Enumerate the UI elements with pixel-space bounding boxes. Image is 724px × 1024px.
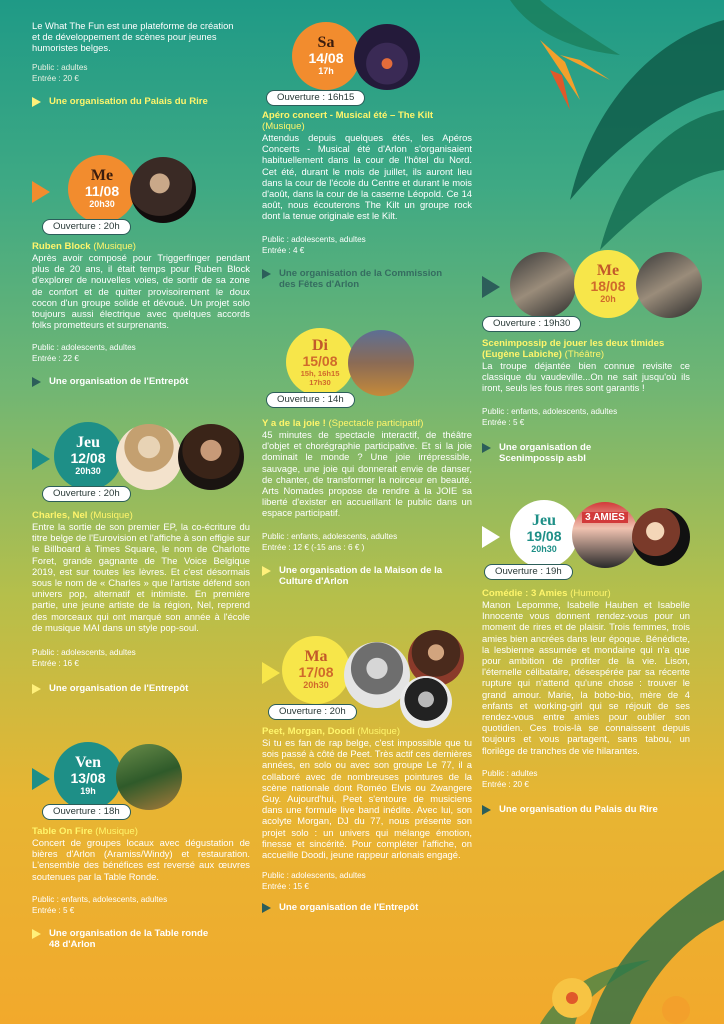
event-description: Attendus depuis quelques étés, les Apéros Concerts - Musical été d'Arlon s'organisaient habituellement dans la cour de l'hôtel du Nord. Cet été, durant le mois de juillet, ils auront lieu dans la cour de l'école du Centre et durant le mois d'août, dans la cour de la caserne Léopold. Ce 14 août, nous écouterons The Kilt un groupe rock dont la tenue originale est le Kilt. xyxy=(262,132,472,222)
event-time: 15h, 16h15 17h30 xyxy=(300,368,340,387)
event-organisation xyxy=(262,565,452,587)
event-title xyxy=(32,826,250,837)
event-time: 20h30 xyxy=(531,544,557,554)
event-organisation xyxy=(32,928,212,950)
event-organisation-label: Une organisation de l'Entrepôt xyxy=(49,683,189,695)
arrow-icon xyxy=(482,805,491,815)
event-time: 20h30 xyxy=(303,680,329,690)
event-public: Public : adolescents, adultes xyxy=(262,871,366,881)
artist-photo xyxy=(510,252,576,318)
event-date-badge xyxy=(262,632,472,717)
event-day: Sa xyxy=(317,34,335,51)
event-y-a-de-la-joie xyxy=(262,328,472,587)
event-title xyxy=(32,510,250,521)
event-date: 18/08 xyxy=(590,278,626,294)
event-description: Entre la sortie de son premier EP, la co-écriture du titre belge de l'Eurovision et l'affiche à son effigie sur le Billboard à Times Square, le nom de Charlotte Foret, grande gagnante de The Voice Belgique 2019, est sur toutes les lèvres. Et c'est désormais sous le nom de « Charles » que l'artiste défend son univers pop, alternatif et intimiste. En première partie, une jeune artiste de la région, Nel, reprend des morceaux qui ont marqué son année à l'école de musique MAI dans un style pop-soul. xyxy=(32,521,250,633)
arrow-icon xyxy=(262,269,271,279)
date-circle xyxy=(68,155,136,223)
artist-photo xyxy=(178,424,244,490)
badge-arrow-icon xyxy=(482,276,500,298)
arrow-icon xyxy=(262,566,271,576)
opening-time: Ouverture : 19h30 xyxy=(482,316,581,332)
arrow-icon xyxy=(262,903,271,913)
opening-time: Ouverture : 16h15 xyxy=(266,90,365,106)
intro-organisation-label: Une organisation du Palais du Rire xyxy=(49,95,208,107)
event-genre: (Musique) xyxy=(95,826,138,837)
arrow-icon xyxy=(32,377,41,387)
event-entree: Entrée : 4 € xyxy=(262,245,305,255)
event-title xyxy=(482,588,690,599)
event-3-amies xyxy=(482,500,690,815)
event-entree: Entrée : 20 € xyxy=(482,779,529,789)
arrow-icon xyxy=(32,97,41,107)
event-title xyxy=(262,418,472,429)
artist-photo xyxy=(636,252,702,318)
event-date: 19/08 xyxy=(526,528,562,544)
arrow-icon xyxy=(482,443,491,453)
event-genre: (Musique) xyxy=(93,241,136,252)
date-circle xyxy=(54,422,122,490)
intro-block xyxy=(32,20,242,107)
event-organisation-label: Une organisation de Scenimpossip asbl xyxy=(499,441,592,464)
event-genre: (Spectacle participatif) xyxy=(328,418,424,429)
event-date-badge xyxy=(262,328,472,405)
event-day: Ven xyxy=(74,754,102,771)
event-time: 20h30 xyxy=(75,466,101,476)
badge-arrow-icon xyxy=(32,181,50,203)
opening-time: Ouverture : 20h xyxy=(268,704,357,720)
opening-time: Ouverture : 20h xyxy=(42,219,131,235)
event-organisation-label: Une organisation de l'Entrepôt xyxy=(49,376,189,388)
event-entree: Entrée : 12 € (-15 ans : 6 € ) xyxy=(262,542,365,552)
event-title-text: Ruben Block xyxy=(32,241,91,252)
event-description: Si tu es fan de rap belge, c'est impossible que tu sois passé à côté de Peet. Très actif ces dernières années, en solo ou avec son groupe Le 77, il a collaboré avec de nombreuses pointures de la scène nationale dont Roméo Elvis ou Zwangere Guy. Aujourd'hui, Peet s'entoure de musiciens dans une formule live band inédite. Avec lui, son acolyte Morgan, DJ du 77, nous présente son projet solo : un univers qui mélange émotion, finesse et sincérité. Pour compléter l'affiche, on accueille Doodi, jeune rappeur arlonais engagé. xyxy=(262,737,472,861)
date-circle xyxy=(510,500,578,568)
intro-entree: Entrée : 20 € xyxy=(32,73,79,83)
event-date-badge xyxy=(32,155,250,232)
intro-public: Public : adultes xyxy=(32,62,88,72)
event-date-badge xyxy=(262,22,472,103)
event-title-text: Y a de la joie ! xyxy=(262,418,326,429)
poster-title: 3 AMIES xyxy=(582,512,628,523)
event-title-text: Charles, Nel xyxy=(32,510,88,521)
arrow-icon xyxy=(32,929,41,939)
event-organisation-label: Une organisation de la Commission des Fêtes d'Arlon xyxy=(279,267,443,290)
opening-time: Ouverture : 18h xyxy=(42,804,131,820)
event-date: 17/08 xyxy=(298,664,334,680)
event-organisation xyxy=(32,683,250,694)
event-day: Jeu xyxy=(76,434,100,451)
event-public: Public : enfants, adolescents, adultes xyxy=(262,531,398,541)
event-day: Me xyxy=(90,167,114,184)
opening-time: Ouverture : 20h xyxy=(42,486,131,502)
badge-arrow-icon xyxy=(32,448,50,470)
event-organisation xyxy=(482,804,690,815)
event-day: Me xyxy=(596,262,620,279)
artist-photo xyxy=(116,744,182,810)
date-circle xyxy=(574,250,642,318)
show-poster xyxy=(572,502,638,568)
artist-photo xyxy=(400,676,452,728)
event-title-text: Table On Fire xyxy=(32,826,93,837)
event-genre: (Musique) xyxy=(262,121,305,132)
event-description: 45 minutes de spectacle interactif, de théâtre d'objet et chorégraphie participative. Et si la joie dominait le monde ? Une joie irrépressible, sauvage, une joie qui donnerait envie de danser, de chanter, de transformer la noirceur en beauté. Arts Nomades propose de rendre à la JOIE sa liberté d'exister en accueillant le public dans un espace participatif. xyxy=(262,429,472,519)
event-description: Après avoir composé pour Triggerfinger pendant plus de 20 ans, il était temps pour Ruben Block d'explorer de nouvelles voies, de sortir de sa zone de confort et de quitter provisoirement le doux cocon d'un groupe solide et dévoué. Un projet solo toujours aussi électrique avec quelques accords folks prometteurs et surprenants. xyxy=(32,252,250,331)
date-circle xyxy=(292,22,360,90)
event-public: Public : adolescents, adultes xyxy=(32,343,136,353)
event-organisation xyxy=(482,442,622,464)
event-date-badge xyxy=(32,422,250,499)
event-title xyxy=(32,241,250,252)
event-the-kilt xyxy=(262,22,472,290)
event-public: Public : adultes xyxy=(482,768,538,778)
event-organisation-label: Une organisation de l'Entrepôt xyxy=(279,902,419,914)
artist-photo xyxy=(354,24,420,90)
intro-organisation xyxy=(32,96,242,107)
event-peet-morgan-doodi xyxy=(262,632,472,913)
palm-leaves-bottom-decoration xyxy=(480,870,724,1024)
event-title-text: Peet, Morgan, Doodi xyxy=(262,726,355,737)
event-date: 13/08 xyxy=(70,770,106,786)
artist-photo xyxy=(632,508,690,566)
event-organisation xyxy=(262,268,452,290)
event-title-text: Scenimpossip de jouer les deux timides (Eugène Labiche) xyxy=(482,338,665,360)
event-time: 17h xyxy=(318,66,334,76)
palm-leaves-decoration xyxy=(470,0,724,270)
event-public: Public : enfants, adolescents, adultes xyxy=(32,894,168,904)
event-organisation xyxy=(32,376,250,387)
event-time: 20h xyxy=(600,294,616,304)
event-description: Concert de groupes locaux avec dégustation de bières d'Arlon (Aramiss/Windy) et restauration. L'ensemble des bénéfices est reversé aux œuvres soutenues par la Table Ronde. xyxy=(32,837,250,882)
event-date: 14/08 xyxy=(308,50,344,66)
event-charles-nel xyxy=(32,422,250,694)
event-entree: Entrée : 22 € xyxy=(32,354,79,364)
event-organisation-label: Une organisation de la Table ronde 48 d'Arlon xyxy=(49,927,209,950)
event-genre: (Théâtre) xyxy=(564,349,605,360)
event-title: Apéro concert - Musical été – The Kilt xyxy=(262,110,434,121)
artist-photo xyxy=(348,330,414,396)
event-date: 12/08 xyxy=(70,450,106,466)
event-genre: (Musique) xyxy=(357,726,401,737)
event-day: Jeu xyxy=(532,512,556,529)
event-date-badge xyxy=(482,500,690,577)
event-time: 19h xyxy=(80,786,96,796)
event-title-text: Comédie : 3 Amies xyxy=(482,588,568,599)
event-ruben-block xyxy=(32,155,250,387)
event-genre: (Humour) xyxy=(570,588,611,599)
opening-time: Ouverture : 14h xyxy=(266,392,355,408)
event-entree: Entrée : 5 € xyxy=(482,417,525,427)
event-public: Public : adolescents, adultes xyxy=(262,234,366,244)
event-genre: (Musique) xyxy=(90,510,133,521)
date-circle xyxy=(54,742,122,810)
event-title xyxy=(262,726,472,737)
artist-photo xyxy=(130,157,196,223)
event-entree: Entrée : 15 € xyxy=(262,882,309,892)
event-description: La troupe déjantée bien connue revisite ce classique du vaudeville...On ne sait jusqu'où ils iront, seuls les fous rires sont garantis ! xyxy=(482,360,690,394)
event-scenimpossip xyxy=(482,250,690,464)
opening-time: Ouverture : 19h xyxy=(484,564,573,580)
event-date: 11/08 xyxy=(84,183,120,199)
event-organisation-label: Une organisation de la Maison de la Culture d'Arlon xyxy=(279,564,443,587)
event-day: Ma xyxy=(304,648,328,665)
intro-text: Le What The Fun est une plateforme de création et de développement de scènes pour jeunes humoristes belges. xyxy=(32,20,234,54)
event-date: 15/08 xyxy=(302,352,338,369)
event-table-on-fire xyxy=(32,742,250,950)
event-day: Di xyxy=(312,336,328,354)
event-organisation xyxy=(262,902,472,913)
event-title xyxy=(482,338,690,360)
event-date-badge xyxy=(482,250,690,329)
badge-arrow-icon xyxy=(482,526,500,548)
event-entree: Entrée : 16 € xyxy=(32,659,79,669)
event-date-badge xyxy=(32,742,250,816)
event-description: Manon Lepomme, Isabelle Hauben et Isabelle Innocente vous donnent rendez-vous pour un moment de rires et de plaisir. Trois femmes, trois amies bien ancrées dans leur époque. Bénédicte, la lesbienne assumée et mondaine qui n'a que pour ambition de profiter de la vie. Lison, l'éternelle célibataire, désespérée par sa récente rupture qui n'attend qu'une chose : trouver le grand amour. Marie, la bobo-bio, mère de 4 enfants et working-girl qui se réjouit de ses rendez-vous entre amies pour oublier son quotidien. Ces trois-là se connaissent depuis toujours et vous partagent, sans tabou, un florilège de tranches de vie hilarantes. xyxy=(482,599,690,756)
artist-photo xyxy=(116,424,182,490)
event-public: Public : enfants, adolescents, adultes xyxy=(482,406,618,416)
event-organisation-label: Une organisation du Palais du Rire xyxy=(499,803,658,815)
date-circle xyxy=(286,328,354,396)
badge-arrow-icon xyxy=(262,662,280,684)
event-entree: Entrée : 5 € xyxy=(32,905,75,915)
event-time: 20h30 xyxy=(89,199,115,209)
badge-arrow-icon xyxy=(32,768,50,790)
arrow-icon xyxy=(32,684,41,694)
date-circle xyxy=(282,636,350,704)
event-public: Public : adolescents, adultes xyxy=(32,648,136,658)
